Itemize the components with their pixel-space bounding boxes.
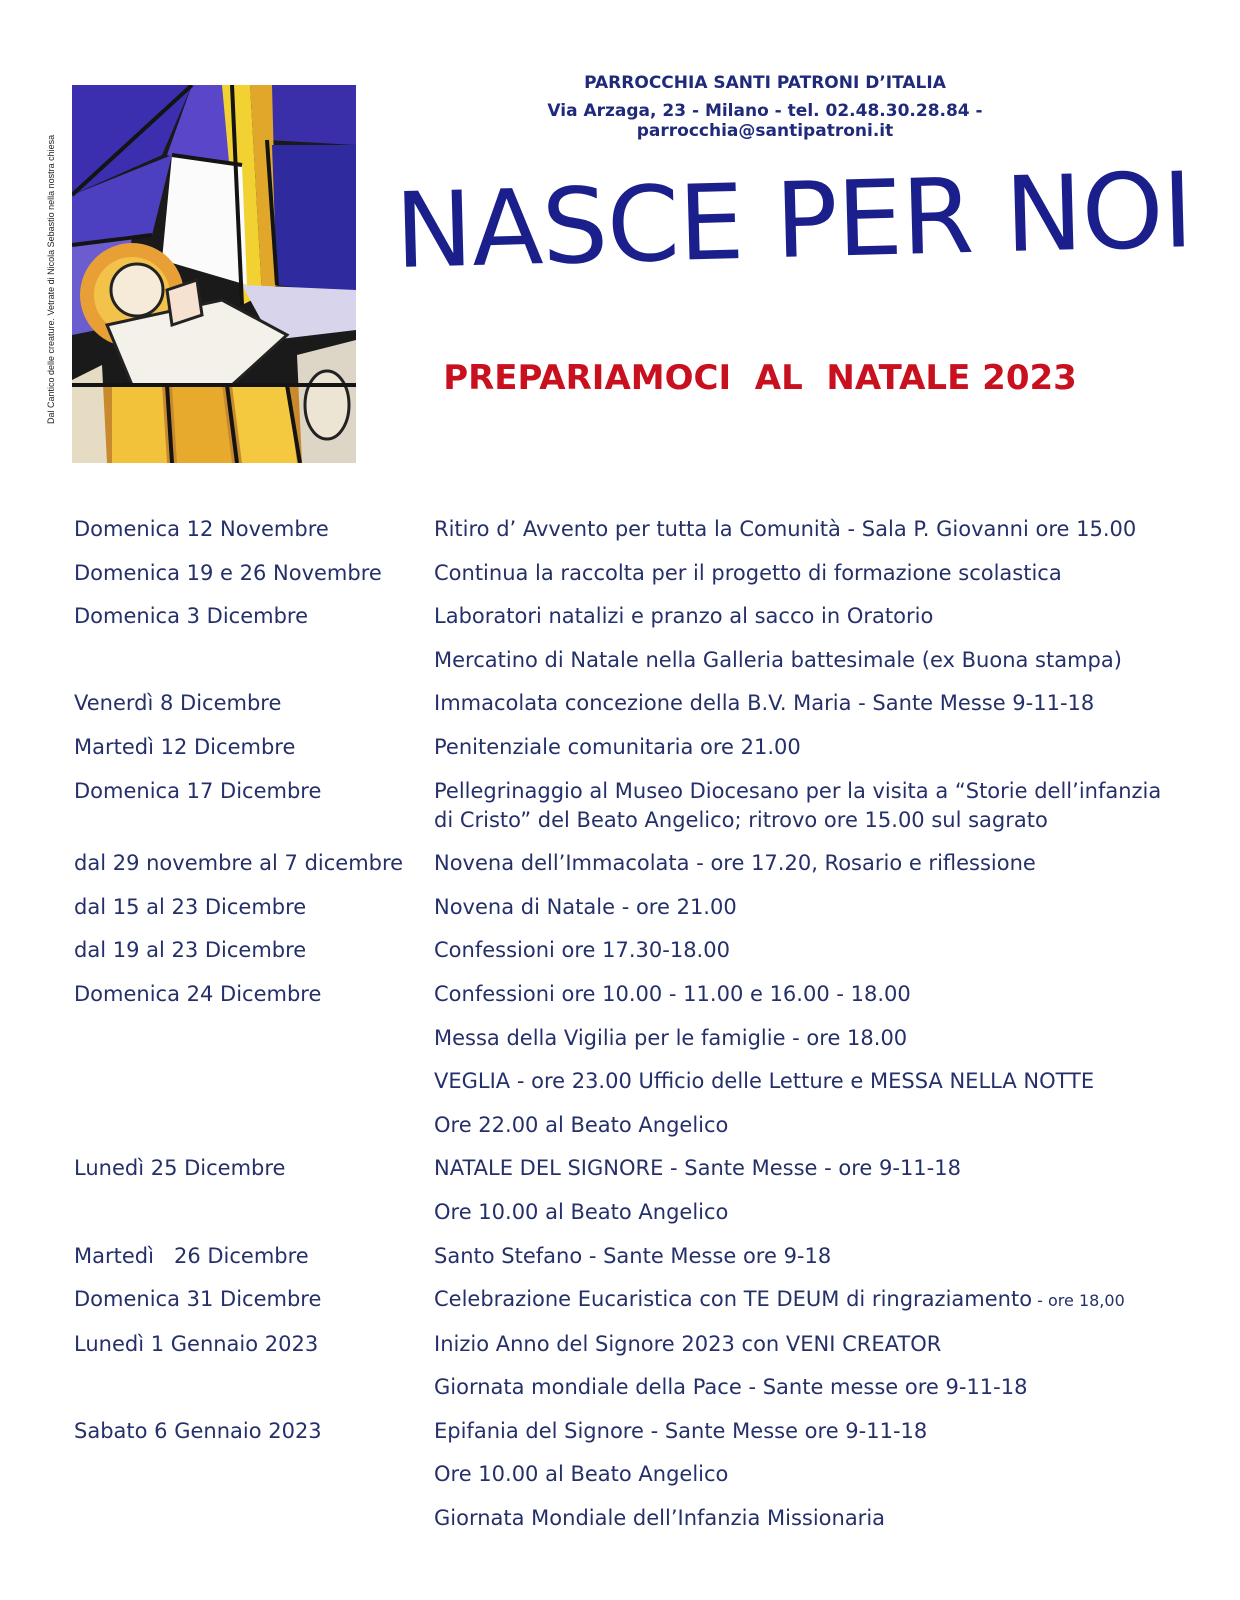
schedule-row: [74, 1504, 1194, 1533]
schedule-row: [74, 689, 1194, 718]
schedule-row: [74, 1067, 1194, 1096]
schedule-row: [74, 893, 1194, 922]
schedule-row: [74, 1242, 1194, 1271]
schedule-row: [74, 559, 1194, 588]
schedule-date: [74, 1024, 434, 1053]
schedule-date: Domenica 17 Dicembre: [74, 778, 322, 803]
schedule-text: Ore 10.00 al Beato Angelico: [434, 1199, 729, 1224]
parish-address: Via Arzaga, 23 - Milano - tel. 02.48.30.28.84 - parrocchia@santipatroni.it: [547, 101, 983, 141]
schedule-text: Confessioni ore 17.30-18.00: [434, 938, 730, 963]
schedule-text-small: - ore 18,00: [1032, 1291, 1125, 1311]
schedule-text: Continua la raccolta per il progetto di formazione scolastica: [434, 560, 1062, 585]
image-caption: Dal Cantico delle creature. Vetrate di Nicola Sebastio nella nostra chiesa: [46, 134, 56, 424]
schedule-row: [74, 1417, 1194, 1446]
schedule-row: [74, 849, 1194, 878]
stained-glass-image: [72, 85, 356, 463]
schedule-row: [74, 733, 1194, 762]
schedule-text: Ore 10.00 al Beato Angelico: [434, 1462, 729, 1487]
schedule-date: [74, 1198, 434, 1227]
schedule-row: [74, 1285, 1194, 1315]
schedule-row: [74, 777, 1194, 835]
schedule-row: [74, 1330, 1194, 1359]
schedule-date: Lunedì 25 Dicembre: [74, 1156, 286, 1181]
schedule-text: Epifania del Signore - Sante Messe ore 9-11-18: [434, 1418, 928, 1443]
schedule-text: VEGLIA - ore 23.00 Ufficio delle Letture e MESSA NELLA NOTTE: [434, 1069, 1095, 1094]
schedule-row: [74, 1460, 1194, 1489]
schedule-row: [74, 1024, 1194, 1053]
schedule-text: Messa della Vigilia per le famiglie - ore 18.00: [434, 1025, 908, 1050]
schedule-row: [74, 1154, 1194, 1183]
schedule-date: Martedì 12 Dicembre: [74, 734, 296, 759]
schedule-text: NATALE DEL SIGNORE - Sante Messe - ore 9-11-18: [434, 1156, 961, 1181]
schedule-row: [74, 936, 1194, 965]
schedule-date: Domenica 12 Novembre: [74, 517, 329, 541]
schedule-date: [74, 1111, 434, 1140]
schedule-text: Penitenziale comunitaria ore 21.00: [434, 734, 801, 759]
schedule-list: [74, 515, 1194, 1548]
schedule-text-group: [434, 1285, 1194, 1315]
schedule-text: Immacolata concezione della B.V. Maria - Sante Messe 9-11-18: [434, 691, 1095, 716]
page-subtitle: PREPARIAMOCI AL NATALE 2023: [443, 358, 1077, 398]
schedule-date: Domenica 24 Dicembre: [74, 981, 322, 1006]
schedule-text: Ritiro d’ Avvento per tutta la Comunità - Sala P. Giovanni ore 15.00: [434, 517, 1137, 541]
schedule-date: [74, 1460, 434, 1489]
schedule-text: Ore 22.00 al Beato Angelico: [434, 1112, 729, 1137]
schedule-row: [74, 646, 1194, 675]
schedule-row: [74, 1198, 1194, 1227]
schedule-date: Venerdì 8 Dicembre: [74, 691, 282, 716]
schedule-text: Pellegrinaggio al Museo Diocesano per la visita a “Storie dell’infanzia di Cristo” del Beato Angelico; ritrovo ore 15.00 sul sagrato: [434, 778, 1162, 832]
schedule-text: Celebrazione Eucaristica con TE DEUM di ringraziamento: [434, 1287, 1033, 1312]
schedule-text: Inizio Anno del Signore 2023 con VENI CREATOR: [434, 1331, 942, 1356]
schedule-date: Domenica 19 e 26 Novembre: [74, 560, 382, 585]
schedule-date: dal 15 al 23 Dicembre: [74, 894, 307, 919]
schedule-date: dal 29 novembre al 7 dicembre: [74, 851, 404, 876]
schedule-date: [74, 1373, 434, 1402]
schedule-date: dal 19 al 23 Dicembre: [74, 938, 307, 963]
schedule-row: [74, 515, 1194, 544]
schedule-row: [74, 1373, 1194, 1402]
schedule-row: [74, 1111, 1194, 1140]
parish-name: PARROCCHIA SANTI PATRONI D’ITALIA: [584, 73, 946, 93]
schedule-date: [74, 1504, 434, 1533]
schedule-date: Lunedì 1 Gennaio 2023: [74, 1331, 319, 1356]
schedule-row: [74, 602, 1194, 631]
schedule-date: Sabato 6 Gennaio 2023: [74, 1418, 322, 1443]
schedule-text: Novena dell’Immacolata - ore 17.20, Rosario e riflessione: [434, 851, 1036, 876]
schedule-text: Giornata Mondiale dell’Infanzia Missionaria: [434, 1506, 886, 1531]
schedule-text: Confessioni ore 10.00 - 11.00 e 16.00 - 18.00: [434, 981, 911, 1006]
schedule-row: [74, 980, 1194, 1009]
schedule-text: Santo Stefano - Sante Messe ore 9-18: [434, 1243, 832, 1268]
schedule-text: Giornata mondiale della Pace - Sante messe ore 9-11-18: [434, 1375, 1028, 1400]
schedule-date: [74, 1067, 434, 1096]
page-title: NASCE PER NOI: [393, 149, 1194, 292]
schedule-text: Novena di Natale - ore 21.00: [434, 894, 737, 919]
schedule-date: Domenica 3 Dicembre: [74, 604, 309, 629]
schedule-text: Mercatino di Natale nella Galleria battesimale (ex Buona stampa): [434, 647, 1122, 672]
schedule-date: Martedì 26 Dicembre: [74, 1243, 309, 1268]
schedule-date: Domenica 31 Dicembre: [74, 1287, 322, 1312]
schedule-date: [74, 646, 434, 675]
schedule-text: Laboratori natalizi e pranzo al sacco in Oratorio: [434, 604, 934, 629]
